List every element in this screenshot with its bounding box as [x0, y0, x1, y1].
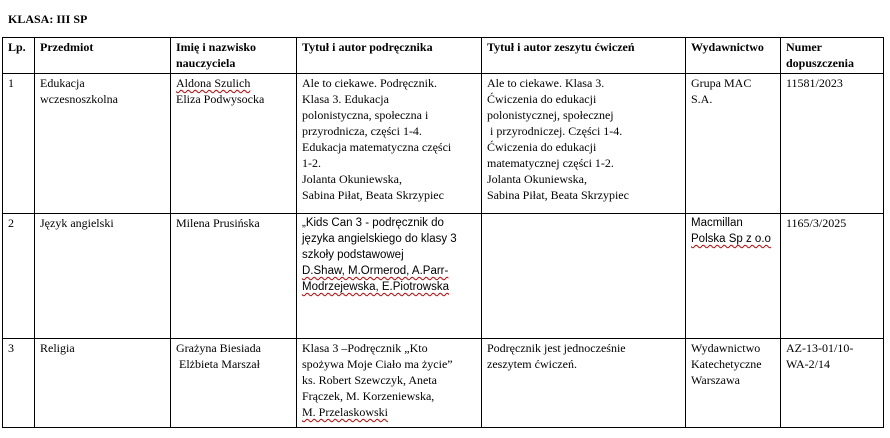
cell-line: wczesnoszkolna [40, 92, 118, 106]
cell-textbook [297, 214, 482, 339]
cell-line: szkoły podstawowej [302, 249, 404, 261]
table-row [3, 214, 884, 339]
cell-line [691, 231, 775, 247]
cell-workbook [482, 214, 686, 339]
cell-line: polonistycznej, społecznej [487, 108, 614, 122]
cell-line: Wydawnictwo [691, 341, 761, 355]
textbook-table [2, 37, 884, 428]
spellcheck-word: M. Przelaskowski [302, 405, 388, 419]
cell-line: spożywa Moje Ciało ma życie” [302, 357, 453, 371]
header-row [3, 38, 884, 74]
cell-publisher [686, 74, 781, 214]
cell-line: Jolanta Okuniewska, [487, 172, 587, 186]
cell-textbook [297, 339, 482, 428]
cell-line: Elżbieta Marszał [176, 357, 260, 371]
cell-line: Edukacja [40, 76, 85, 90]
header-lp: Lp. [3, 38, 35, 74]
cell-line: przyrodnicza, części 1-4. [302, 124, 422, 138]
cell-line: Warszawa [691, 373, 741, 387]
cell-line: Jolanta Okuniewska, [302, 172, 402, 186]
cell-line: 1-2. [302, 156, 321, 170]
cell-line: Grażyna Biesiada [176, 341, 261, 355]
header-teacher: Imię i nazwisko nauczyciela [171, 38, 297, 74]
cell-line [302, 279, 476, 295]
cell-line: Ćwiczenia do edukacji [487, 92, 597, 106]
cell-line: Język angielski [40, 216, 114, 230]
spellcheck-word: Modrzejewska, E.Piotrowska [302, 281, 449, 293]
cell-line: Grupa MAC [691, 76, 752, 90]
spellcheck-word: Polska Sp z o.o [691, 233, 771, 245]
cell-line: Ale to ciekawe. Podręcznik. [302, 76, 437, 90]
table-row [3, 74, 884, 214]
cell-line: Milena Prusińska [176, 216, 260, 230]
cell-line: Klasa 3 –Podręcznik „Kto [302, 341, 428, 355]
cell-line: ks. Robert Szewczyk, Aneta [302, 373, 437, 387]
cell-line: Sabina Piłat, Beata Skrzypiec [487, 188, 629, 202]
cell-lp: 1 [3, 74, 35, 214]
cell-line: Podręcznik jest jednocześnie [487, 341, 626, 355]
header-textbook: Tytuł i autor podręcznika [297, 38, 482, 74]
cell-line: zeszytem ćwiczeń. [487, 357, 577, 371]
cell-textbook [297, 74, 482, 214]
header-approval: Numer dopuszczenia [781, 38, 884, 74]
cell-line [176, 75, 291, 91]
cell-approval [781, 339, 884, 428]
header-publisher: Wydawnictwo [686, 38, 781, 74]
cell-approval: 1165/3/2025 [781, 214, 884, 339]
cell-lp: 3 [3, 339, 35, 428]
cell-line: matematycznej części 1-2. [487, 156, 614, 170]
header-subject: Przedmiot [35, 38, 171, 74]
cell-line: Ćwiczenia do edukacji [487, 140, 597, 154]
cell-line: Sabina Piłat, Beata Skrzypiec [302, 188, 444, 202]
cell-subject [35, 214, 171, 339]
spellcheck-word: Aldona Szulich [176, 76, 251, 90]
header-workbook: Tytuł i autor zeszytu ćwiczeń [482, 38, 686, 74]
cell-line: i przyrodniczej. Części 1-4. [487, 124, 623, 138]
class-heading: KLASA: III SP [8, 12, 88, 26]
cell-line: Ale to ciekawe. Klasa 3. [487, 76, 605, 90]
cell-workbook [482, 74, 686, 214]
cell-line: Macmillan [691, 217, 743, 229]
cell-line: Klasa 3. Edukacja [302, 92, 389, 106]
cell-workbook [482, 339, 686, 428]
cell-line: Religia [40, 341, 75, 355]
cell-publisher [686, 339, 781, 428]
spellcheck-word: D.Shaw, M.Ormerod, A.Parr- [302, 265, 449, 277]
cell-line: Eliza Podwysocka [176, 92, 265, 106]
cell-subject [35, 339, 171, 428]
cell-line [302, 263, 476, 279]
cell-line [302, 404, 476, 420]
cell-approval: 11581/2023 [781, 74, 884, 214]
cell-line: WA-2/14 [786, 357, 830, 371]
cell-line: Katechetyczne [691, 357, 762, 371]
cell-line: AZ-13-01/10- [786, 341, 854, 355]
table-row [3, 339, 884, 428]
cell-line: „Kids Can 3 - podręcznik do [302, 217, 444, 229]
cell-line: języka angielskiego do klasy 3 [302, 233, 457, 245]
cell-teacher [171, 339, 297, 428]
cell-line: Edukacja matematyczna części [302, 140, 452, 154]
cell-line: Frączek, M. Korzeniewska, [302, 389, 435, 403]
cell-lp: 2 [3, 214, 35, 339]
cell-line: polonistyczna, społeczna i [302, 108, 429, 122]
cell-line: S.A. [691, 92, 713, 106]
cell-teacher [171, 74, 297, 214]
cell-publisher [686, 214, 781, 339]
cell-subject [35, 74, 171, 214]
cell-teacher [171, 214, 297, 339]
